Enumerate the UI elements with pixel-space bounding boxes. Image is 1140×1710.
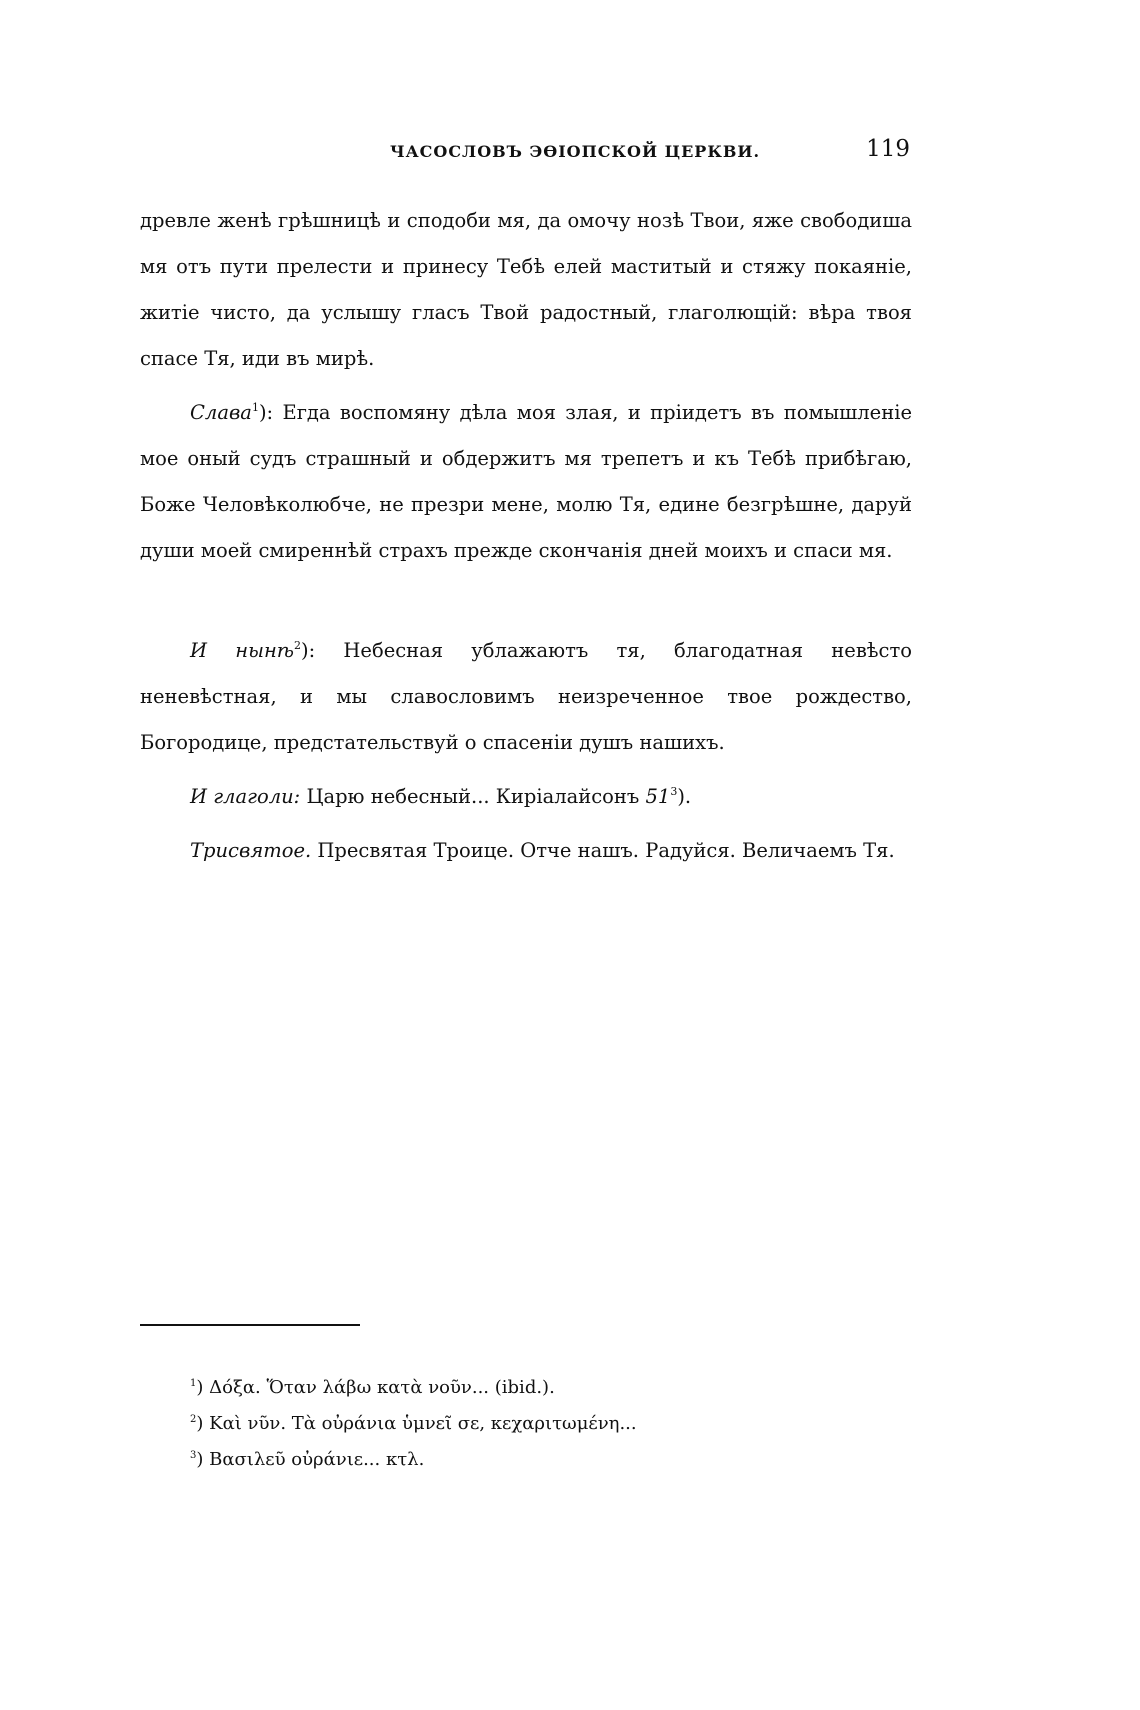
paragraph-trisvyatoe-lead: Трисвятое. xyxy=(190,839,312,862)
footnote-1-mark: 1 xyxy=(190,1378,197,1389)
paragraph-i-glagoli-tail: ). xyxy=(677,785,692,808)
paragraph-slava xyxy=(140,390,912,574)
paragraph-1 xyxy=(140,198,912,382)
paragraph-i-nyne-lead: И нынѣ xyxy=(190,639,295,662)
footnote-ref-1: 1 xyxy=(251,401,259,414)
paragraph-slava-lead: Слава xyxy=(190,401,252,424)
body-text xyxy=(140,198,912,874)
footnote-3-text: ) Βασιλεῦ οὐράνιε... κτλ. xyxy=(196,1449,425,1470)
paragraph-i-glagoli xyxy=(140,774,912,820)
footnote-2-text: ) Καὶ νῦν. Τὰ οὐράνια ὑμνεῖ σε, κεχαριτωμένη... xyxy=(196,1413,637,1434)
footnote-divider xyxy=(140,1324,360,1326)
paragraph-slava-text: ): Егда воспомяну дѣла моя злая, и пріидетъ въ помышленіе мое оный судъ страшный и обдержитъ мя трепетъ и къ Тебѣ прибѣгаю, Боже Человѣколюбче, не презри мене, молю Тя, едине безгрѣшне, даруй души моей смиреннѣй страхъ прежде скончанія дней моихъ и спаси мя. xyxy=(140,401,912,562)
footnote-ref-2: 2 xyxy=(294,639,302,652)
footnotes xyxy=(190,1370,890,1478)
footnote-1-text: ) Δόξα. Ὅταν λάβω κατὰ νοῦν... (ibid.). xyxy=(196,1377,555,1398)
running-title: ЧАСОСЛОВЪ ЭѲІОПСКОЙ ЦЕРКВИ. xyxy=(390,142,761,161)
footnote-1 xyxy=(190,1370,890,1406)
footnote-3-mark: 3 xyxy=(190,1450,197,1461)
footnote-3 xyxy=(190,1442,890,1478)
paragraph-trisvyatoe-text: Пресвятая Троице. Отче нашъ. Радуйся. Величаемъ Тя. xyxy=(311,839,895,862)
paragraph-1-text: древле женѣ грѣшницѣ и сподоби мя, да омочу нозѣ Твои, яже свободиша мя отъ пути прелести и принесу Тебѣ елей маститый и стяжу покаяніе, житіе чисто, да услышу гласъ Твой радостный, глаголющій: вѣра твоя спасе Тя, иди въ мирѣ. xyxy=(140,209,912,370)
footnote-2-mark: 2 xyxy=(190,1414,197,1425)
paragraph-i-glagoli-number: 51 xyxy=(645,785,671,808)
page-header xyxy=(140,136,910,170)
footnote-ref-3: 3 xyxy=(670,785,678,798)
paragraph-i-glagoli-text: Царю небесный... Киріалайсонъ xyxy=(300,785,646,808)
paragraph-trisvyatoe xyxy=(140,828,912,874)
paragraph-i-nyne xyxy=(140,628,912,766)
footnote-2 xyxy=(190,1406,890,1442)
paragraph-i-glagoli-lead: И глаголи: xyxy=(190,785,301,808)
page-number: 119 xyxy=(866,136,910,162)
paragraph-i-nyne-text: ): Небесная ублажаютъ тя, благодатная невѣсто неневѣстная, и мы славословимъ неизреченное твое рождество, Богородице, предстательствуй о спасеніи душъ нашихъ. xyxy=(140,639,913,754)
